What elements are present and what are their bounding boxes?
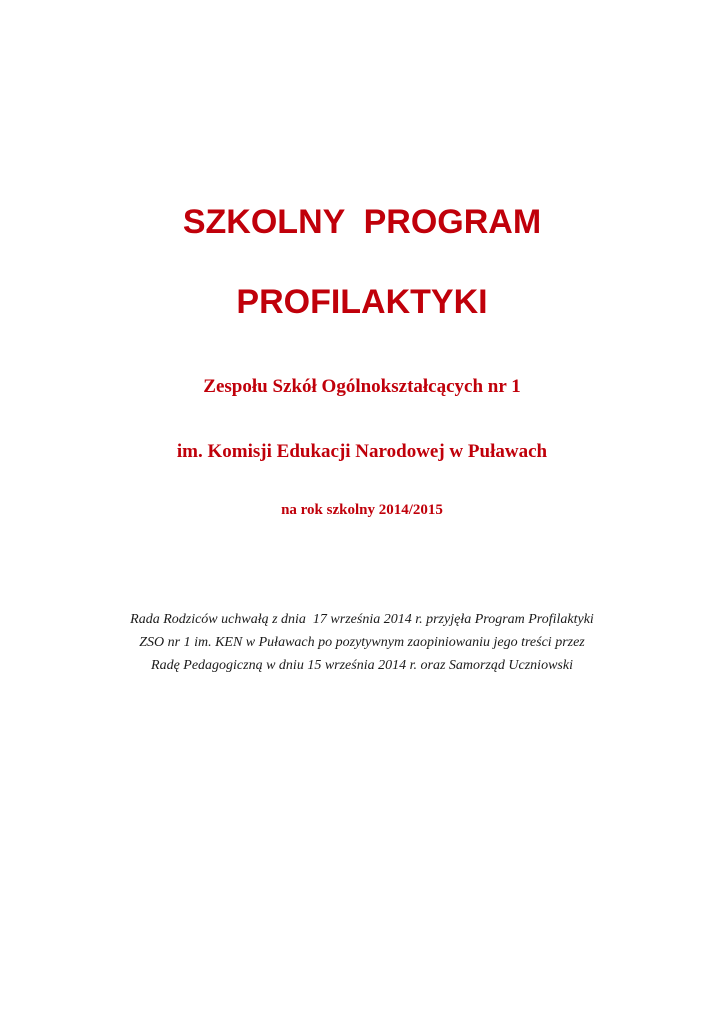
- school-patron: im. Komisji Edukacji Narodowej w Puławach: [176, 441, 548, 462]
- approval-line: Radę Pedagogiczną w dniu 15 września 2014 r. oraz Samorząd Uczniowski: [151, 658, 573, 673]
- approval-note: [0, 608, 724, 677]
- document-title-line-2: PROFILAKTYKI: [236, 283, 488, 321]
- school-name: Zespołu Szkół Ogólnokształcących nr 1: [203, 376, 521, 397]
- document-title-line-1: SZKOLNY PROGRAM: [182, 203, 542, 241]
- approval-line: Rada Rodziców uchwałą z dnia 17 września 2014 r. przyjęła Program Profilaktyki: [130, 612, 594, 627]
- school-year: na rok szkolny 2014/2015: [281, 502, 443, 518]
- approval-line: ZSO nr 1 im. KEN w Puławach po pozytywnym zaopiniowaniu jego treści przez: [139, 635, 585, 650]
